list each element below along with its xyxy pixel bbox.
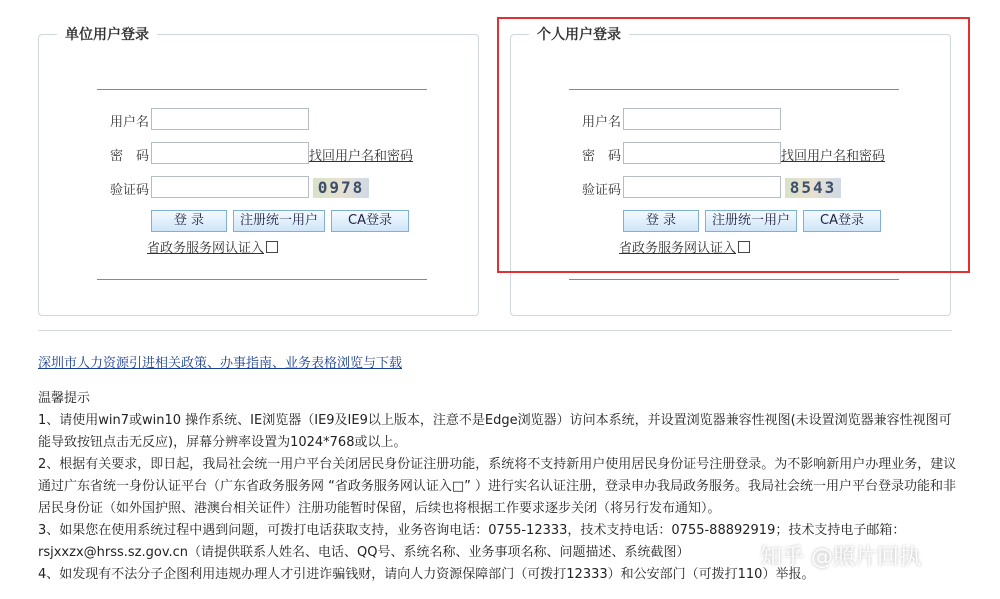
divider bbox=[97, 89, 427, 90]
checkbox-icon bbox=[266, 241, 278, 253]
cert-link-text: 省政务服务网认证入 bbox=[147, 241, 265, 256]
unit-panel-title: 单位用户登录 bbox=[57, 24, 157, 44]
notice-item-3: 3、如果您在使用系统过程中遇到问题，可拨打电话获取支持，业务咨询电话：0755-12333，技术支持电话：0755-88892919；技术支持电子邮箱：rsjxxzx@hrss.sz.gov.cn（请提供联系人姓名、电话、QQ号、系统名称、业务事项名称、问题描述、系统截图） bbox=[38, 523, 906, 560]
password-label: 密 码 bbox=[109, 149, 149, 164]
unit-ca-login-button[interactable]: CA登录 bbox=[331, 210, 409, 232]
notice-item-1: 1、请使用win7或win10 操作系统、IE浏览器（IE9及IE9以上版本，注意不是Edge浏览器）访问本系统，并设置浏览器兼容性视图(未设置浏览器兼容性视图可能导致按钮点击无反应)，屏幕分辨率设置为1024*768或以上。 bbox=[38, 413, 952, 450]
unit-cert-link[interactable] bbox=[147, 237, 278, 256]
unit-username-input[interactable] bbox=[151, 108, 309, 130]
unit-login-button[interactable]: 登 录 bbox=[151, 210, 227, 232]
unit-login-panel bbox=[38, 27, 479, 316]
watermark: 知乎 @照片回执 bbox=[760, 545, 921, 570]
unit-recover-link[interactable]: 找回用户名和密码 bbox=[309, 149, 414, 164]
personal-register-button[interactable]: 注册统一用户 bbox=[705, 210, 797, 232]
unit-password-input[interactable] bbox=[151, 142, 309, 164]
username-label: 用户名 bbox=[581, 115, 621, 130]
unit-captcha-image[interactable]: 0978 bbox=[313, 178, 369, 198]
notice-title: 温馨提示 bbox=[38, 391, 91, 406]
divider bbox=[97, 279, 427, 280]
divider bbox=[569, 279, 899, 280]
captcha-label: 验证码 bbox=[109, 183, 149, 198]
captcha-label: 验证码 bbox=[581, 183, 621, 198]
cert-link-text: 省政务服务网认证入 bbox=[619, 241, 737, 256]
username-label: 用户名 bbox=[109, 115, 149, 130]
policy-download-link[interactable]: 深圳市人力资源引进相关政策、办事指南、业务表格浏览与下载 bbox=[38, 356, 403, 371]
personal-panel-title: 个人用户登录 bbox=[529, 24, 629, 44]
unit-captcha-input[interactable] bbox=[151, 176, 309, 198]
unit-register-button[interactable]: 注册统一用户 bbox=[233, 210, 325, 232]
notice-item-2: 2、根据有关要求，即日起，我局社会统一用户平台关闭居民身份证注册功能，系统将不支持新用户使用居民身份证号注册登录。为不影响新用户办理业务，建议通过广东省统一身份认证平台（广东省政务服务网 “省政务服务网认证入□” ）进行实名认证注册，登录申办我局政务服务。我局社会统一用户平台登录功能和非居民身份证（如外国护照、港澳台相关证件）注册功能暂时保留，后续也将根据工作要求逐步关闭（将另行发布通知）。 bbox=[38, 457, 957, 516]
highlight-box bbox=[497, 17, 970, 273]
section-divider bbox=[38, 330, 952, 331]
personal-captcha-image[interactable]: 8543 bbox=[785, 178, 841, 198]
personal-recover-link[interactable]: 找回用户名和密码 bbox=[781, 149, 886, 164]
password-label: 密 码 bbox=[581, 149, 621, 164]
notice-item-4: 4、如发现有不法分子企图利用违规办理人才引进诈骗钱财，请向人力资源保障部门（可拨打12333）和公安部门（可拨打110）举报。 bbox=[38, 567, 815, 582]
personal-login-button[interactable]: 登 录 bbox=[623, 210, 699, 232]
personal-ca-login-button[interactable]: CA登录 bbox=[803, 210, 881, 232]
